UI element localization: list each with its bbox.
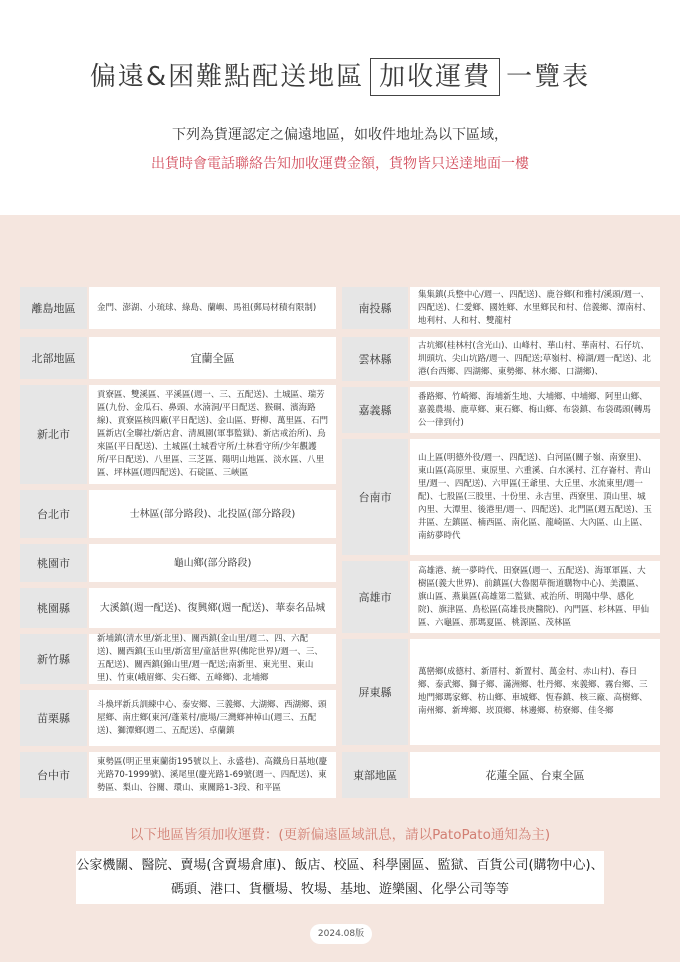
left-row-label: 苗栗縣 [20, 690, 87, 746]
left-row-label: 桃園市 [20, 544, 87, 582]
left-row-value-text: 東勢區(明正里東蘭街195號以上、永盛巷)、高鐵烏日基地(慶光路70-1999號)、溪尾里(慶光路1-69號(週一、四配送)、東勢區、梨山、谷關、環山、東關路1-3段、和平區 [97, 756, 328, 793]
right-row-value [410, 639, 660, 745]
right-row-value-text: 花蓮全區、台東全區 [485, 768, 585, 782]
right-row-label: 東部地區 [342, 752, 408, 798]
surcharge-note: 以下地區皆須加收運費：(更新偏遠區域訊息，請以PatoPato通知為主) [129, 827, 551, 843]
left-row-value [89, 634, 336, 684]
right-row-label: 嘉義縣 [342, 387, 408, 433]
left-row-value-text: 士林區(部分路段)、北投區(部分路段) [129, 508, 296, 520]
subtitle-line-1: 下列為貨運認定之偏遠地區，如收件地址為以下區域， [172, 127, 508, 143]
left-row-label: 離島地區 [20, 287, 87, 329]
left-row-value-text: 貢寮區、雙溪區、平溪區(週一、三、五配送)、土城區、瑞芳區(九份、金瓜石、鼻頭、水湳洞/平日配送、猴硐、濱海路線)、貢寮區核四廠(平日配送)、金山區、野柳、萬里區、石門區新店(全聯社/新店倉、清風園(軍事監獄)、新店戒治所)、烏來區(平日配送)、土城區(土城看守所/土林看守所/少年觀護所/平日配送)、八里區、三芝區、陽明山地區、淡水區、八里區、坪林區(週四配送)、石碇區、三峽區 [97, 390, 328, 478]
right-row-value-text: 高雄港、統一夢時代、田寮區(週一、五配送)、海軍軍區、大樹區(義大世界)、前鎮區(大魯閣草衙道購物中心)、美濃區、旗山區、燕巢區(高雄第二監獄、戒治所、明陽中學、感化院)、旗津區、鳥松區(高雄長庚醫院)、內門區、杉林區、甲仙區、六龜區、那瑪夏區、桃源區、茂林區 [418, 565, 649, 628]
left-row-label: 台中市 [20, 752, 87, 798]
left-row-value [89, 752, 336, 798]
left-row-value-text: 大溪鎮(週一配送)、復興鄉(週一配送)、華泰名品城 [99, 602, 326, 614]
left-row-label: 桃園縣 [20, 588, 87, 628]
left-row-value-text: 宜蘭全區 [190, 351, 235, 365]
left-row-label: 新北市 [20, 385, 87, 484]
right-row-value-text: 山上區(明德外役/週一、四配送)、白河區(關子嶺、南寮里)、東山區(高原里、東原里、六重溪、白水溪村、江存崙村、青山里/週一、四配送)、六甲區(王爺里、大丘里、水流東里/週一配)、七股區(三股里、十份里、永吉里、西寮里、頂山里、城內里、大潭里、後港里/週一、四配送)、北門區(週五配送)、玉井區、左鎮區、楠西區、南化區、龍崎區、大內區、山上區、南紡夢時代 [418, 452, 652, 541]
right-row-value [410, 287, 660, 329]
left-row-value-text: 新埔鎮(清水里/新北里)、關西鎮(金山里/週二、四、六配送)、關西鎮(玉山里/新富里/童話世界(佛陀世界)/週一、三、五配送)、關西鎮(錦山里/週一配送;南新里、東光里、東山里)、竹東(峨眉鄉、尖石鄉、五峰鄉)、北埔鄉 [97, 634, 323, 683]
surcharge-places-box [76, 851, 604, 904]
left-row-label: 新竹縣 [20, 634, 87, 684]
page-title [0, 56, 680, 96]
places-line-1: 公家機關、醫院、賣場(含賣場倉庫)、飯店、校區、科學園區、監獄、百貨公司(購物中心)、 [76, 858, 604, 873]
left-row-value-text: 金門、澎湖、小琉球、綠島、蘭嶼、馬祖(郵局材積有限制) [97, 302, 317, 313]
right-row-label: 高雄市 [342, 561, 408, 633]
left-row-value [89, 490, 336, 538]
title-boxed: 加收運費 [370, 58, 500, 96]
right-row-label: 台南市 [342, 439, 408, 555]
right-row-value [410, 337, 660, 381]
left-row-label: 台北市 [20, 490, 87, 538]
right-row-value [410, 752, 660, 798]
version-badge: 2024.08版 [310, 924, 372, 944]
left-row-value [89, 385, 336, 484]
subtitle-line-2: 出貨時會電話聯絡告知加收運費金額，貨物皆只送達地面一樓 [151, 156, 529, 172]
title-left: 偏遠&困難點配送地區 [89, 62, 365, 92]
header-section [0, 0, 680, 215]
left-row-value [89, 287, 336, 329]
right-row-value-text: 萬巒鄉(成德村、新厝村、新置村、萬金村、赤山村)、春日鄉、泰武鄉、獅子鄉、滿洲鄉、牡丹鄉、來義鄉、霧台鄉、三地門鄉瑪家鄉、枋山鄉、車城鄉、恆春鎮、核三廠、高樹鄉、南州鄉、新埤鄉、崁頂鄉、林邊鄉、枋寮鄉、佳冬鄉 [418, 667, 648, 716]
left-row-value [89, 588, 336, 628]
right-row-label: 雲林縣 [342, 337, 408, 381]
right-row-value [410, 561, 660, 633]
places-line-2: 碼頭、港口、貨櫃場、牧場、基地、遊樂園、化學公司等等 [170, 882, 509, 897]
title-right: 一覽表 [506, 62, 591, 92]
left-row-value [89, 337, 336, 379]
right-row-value [410, 387, 660, 433]
left-row-value [89, 690, 336, 746]
left-row-value-text: 龜山鄉(部分路段) [173, 557, 252, 569]
left-row-label: 北部地區 [20, 337, 87, 379]
right-row-value-text: 番路鄉、竹崎鄉、海埔新生地、大埔鄉、中埔鄉、阿里山鄉、嘉義農場、鹿草鄉、東石鄉、梅山鄉、布袋鎮、布袋碼頭(轉馬公一律到付) [418, 391, 651, 428]
right-row-value-text: 集集鎮(兵整中心/週一、四配送)、鹿谷鄉(和雅村/溪頭/週一、四配送)、仁愛鄉、國姓鄉、水里鄉民和村、信義鄉、潭南村、地利村、人和村、雙龍村 [418, 289, 651, 326]
right-row-label: 屏東縣 [342, 639, 408, 745]
right-row-value [410, 439, 660, 555]
right-row-value-text: 古坑鄉(桂林村(含光山)、山峰村、華山村、華南村、石仔坑、圳頭坑、尖山坑路/週一、四配送;草嶺村、樟湖/週一配送)、北港(台西鄉、四湖鄉、東勢鄉、林水鄉、口湖鄉)、 [418, 340, 651, 377]
right-row-label: 南投縣 [342, 287, 408, 329]
left-row-value [89, 544, 336, 582]
left-row-value-text: 斗煥坪新兵訓練中心、泰安鄉、三義鄉、大湖鄉、西湖鄉、頭屋鄉、南庄鄉(東河/蓬萊村/鹿場/三灣鄉神棹山(週三、五配送)、獅潭鄉(週二、五配送)、卓蘭鎮 [97, 699, 327, 736]
